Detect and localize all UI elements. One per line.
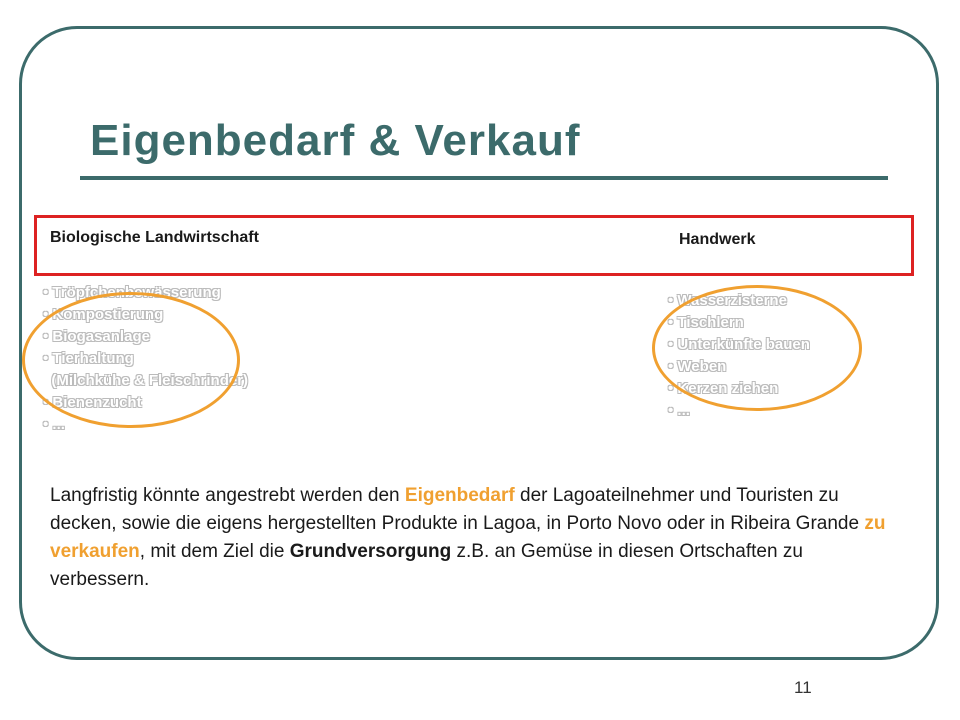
body-paragraph (50, 482, 900, 594)
right-column-header: Handwerk (679, 231, 756, 248)
list-item: • ... (43, 414, 248, 436)
list-item: • Unterkünfte bauen (668, 334, 810, 356)
list-item: • Bienenzucht (43, 392, 248, 414)
list-item: • Kompostierung (43, 304, 248, 326)
list-item: • Weben (668, 356, 810, 378)
paragraph-text: der Lagoateilnehmer und Touristen zu decken, sowie die eigens hergestellten Produkte in Lagoa, in Porto Novo oder in Ribeira Grande (50, 485, 865, 534)
right-highlight-oval (652, 285, 862, 411)
left-highlight-oval (22, 292, 240, 428)
list-item: • Kerzen ziehen (668, 378, 810, 400)
highlight-eigenbedarf: Eigenbedarf (404, 485, 515, 506)
list-item: • ... (668, 400, 810, 422)
bold-grundversorgung: Grundversorgung (289, 541, 452, 562)
paragraph-text: Langfristig könnte angestrebt werden den (50, 485, 405, 506)
list-item: • Tischlern (668, 312, 810, 334)
slide-title: Eigenbedarf & Verkauf (90, 116, 581, 165)
title-underline (80, 176, 888, 180)
highlight-zu-verkaufen: zu verkaufen (50, 513, 886, 562)
list-item-continuation: (Milchkühe & Fleischrinder) (51, 372, 249, 389)
paragraph-text: , mit dem Ziel die (139, 541, 290, 562)
list-item: • Biogasanlage (43, 326, 248, 348)
paragraph-text: z.B. an Gemüse in diesen Ortschaften zu verbessern. (50, 541, 803, 590)
left-column-header: Biologische Landwirtschaft (50, 229, 259, 246)
list-item: • Tröpfchenbewässerung (43, 282, 248, 304)
page-number: 11 (794, 678, 812, 697)
list-item: • Tierhaltung (43, 348, 248, 370)
list-item: • Wasserzisterne (668, 290, 810, 312)
